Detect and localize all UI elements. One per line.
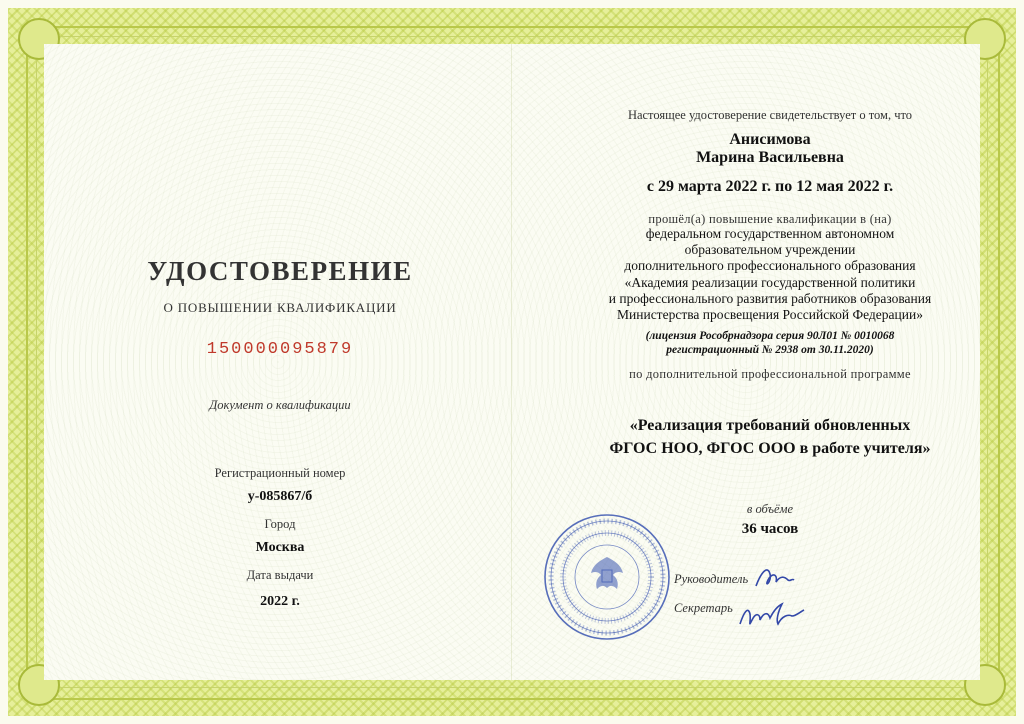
city-label: Город: [264, 517, 296, 531]
head-label: Руководитель: [674, 572, 749, 586]
hours-value: 36 часов: [741, 521, 799, 537]
city-value: Москва: [255, 540, 305, 555]
license-line: регистрационный № 2938 от 30.11.2020): [666, 344, 874, 356]
holder-given-names: Марина Васильевна: [696, 149, 844, 166]
organization-name: [580, 226, 960, 323]
organization-line: и профессионального развития работников образования: [608, 290, 932, 306]
organization-line: федеральном государственном автономном: [645, 226, 895, 241]
program-intro: по дополнительной профессиональной программе: [629, 367, 911, 381]
official-seal: [542, 512, 672, 642]
organization-line: образовательном учреждении: [684, 242, 856, 258]
course-title-line: «Реализация требований обновленных: [629, 417, 911, 434]
registration-number: у-085867/б: [247, 489, 313, 504]
organization-line: Министерства просвещения Российской Федерации»: [617, 307, 923, 323]
page-fold: [511, 44, 512, 680]
passed-text: прошёл(а) повышение квалификации в (на): [648, 212, 892, 226]
secretary-signature: [734, 594, 806, 634]
holder-surname: Анисимова: [729, 131, 811, 148]
intro-text: Настоящее удостоверение свидетельствует о том, что: [627, 108, 913, 122]
serial-number: 150000095879: [206, 340, 354, 359]
license-line: (лицензия Рособрнадзора серия 90Л01 № 0010068: [645, 330, 895, 342]
head-signature: [752, 562, 798, 596]
certificate-subtitle: О ПОВЫШЕНИИ КВАЛИФИКАЦИИ: [163, 300, 397, 315]
license-info: [580, 329, 960, 357]
document-type: Документ о квалификации: [209, 398, 351, 412]
organization-line: дополнительного профессионального образования: [624, 258, 916, 274]
volume-label: в объёме: [746, 502, 794, 516]
issue-date-value: 2022 г.: [260, 594, 300, 609]
secretary-label: Секретарь: [674, 601, 733, 615]
registration-label: Регистрационный номер: [214, 466, 346, 480]
issue-date-label: Дата выдачи: [246, 568, 314, 582]
course-title: [580, 414, 960, 460]
training-dates: с 29 марта 2022 г. по 12 мая 2022 г.: [646, 178, 894, 195]
organization-line: «Академия реализации государственной политики: [624, 274, 916, 290]
certificate-title: УДОСТОВЕРЕНИЕ: [147, 256, 413, 286]
course-title-line: ФГОС НОО, ФГОС ООО в работе учителя»: [609, 440, 931, 457]
